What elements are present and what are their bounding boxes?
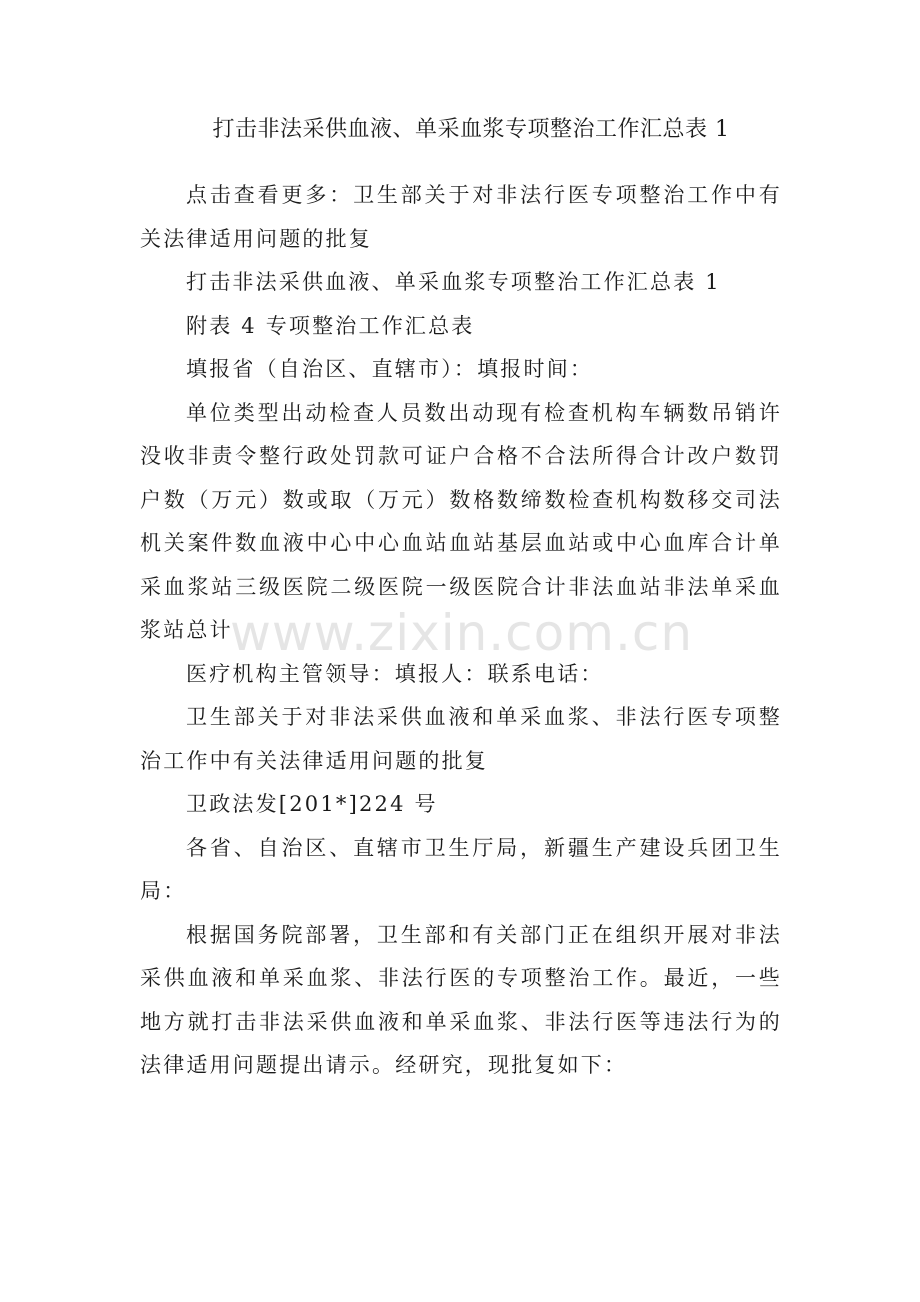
paragraph-summary-title: 打击非法采供血液、单采血浆专项整治工作汇总表 1 [186,270,721,294]
paragraph-signature-fields: 医疗机构主管领导：填报人：联系电话： [186,661,604,686]
paragraph-appendix-label: 附表 4 专项整治工作汇总表 [186,313,475,338]
paragraph-body-text: 根据国务院部署，卫生部和有关部门正在组织开展对非法采供血液和单采血浆、非法行医的专项整治工作。最近，一些地方就打击非法采供血液和单采血浆、非法行医等违法行为的法律适用问题提出请示。经研究，现批复如下： [140,922,782,1077]
paragraph-province-field: 填报省（自治区、直辖市）：填报时间： [186,357,594,381]
document-title: 打击非法采供血液、单采血浆专项整治工作汇总表 1 [212,117,730,142]
paragraph-reply-title: 卫生部关于对非法采供血液和单采血浆、非法行医专项整治工作中有关法律适用问题的批复 [140,705,782,773]
paragraph-see-more: 点击查看更多：卫生部关于对非法行医专项整治工作中有关法律适用问题的批复 [140,183,782,251]
watermark: www.zixin.com.cn [230,604,694,662]
paragraph-document-number: 卫政法发[201*]224 号 [186,792,438,816]
paragraph-recipients: 各省、自治区、直辖市卫生厅局，新疆生产建设兵团卫生局： [140,835,782,903]
document-body [140,174,782,1088]
paragraph-table-headers: 单位类型出动检查人员数出动现有检查机构车辆数吊销许没收非责令整行政处罚款可证户合格不合法所得合计改户数罚户数（万元）数或取（万元）数格数缔数检查机构数移交司法机关案件数血液中心中心血站血站基层血站或中心血库合计单采血浆站三级医院二级医院一级医院合计非法血站非法单采血浆站总计 [140,400,782,642]
